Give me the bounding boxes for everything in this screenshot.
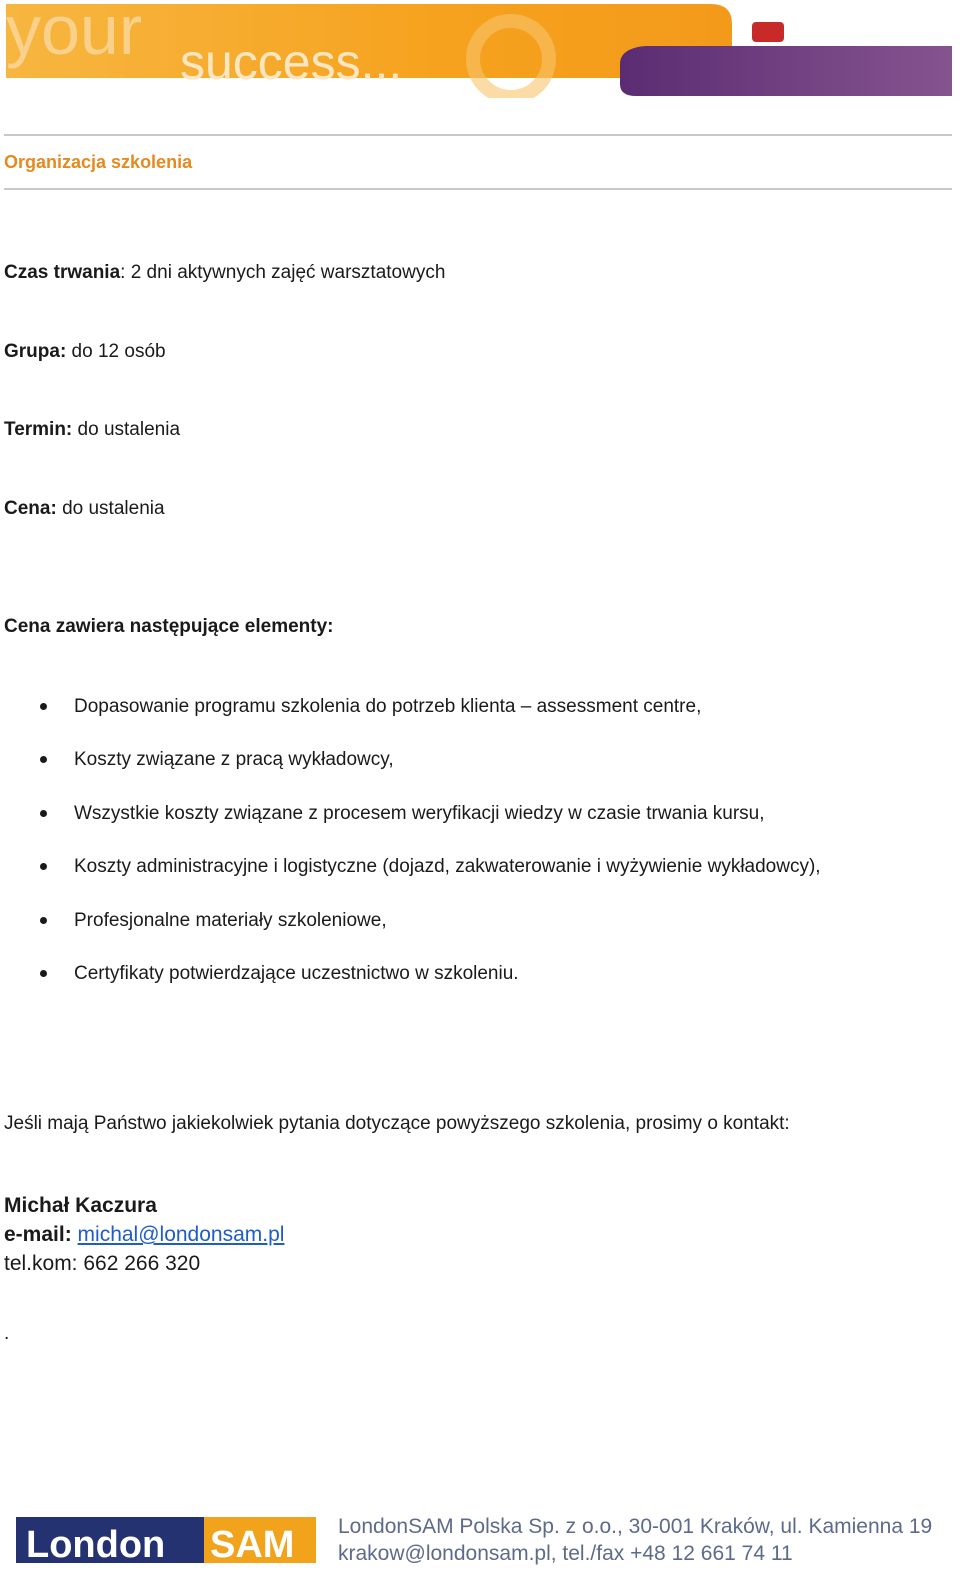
detail-value: do ustalenia [72, 419, 181, 440]
detail-label: Grupa: [4, 341, 67, 362]
contact-phone: tel.kom: 662 266 320 [4, 1252, 201, 1275]
email-label: e-mail: [4, 1223, 72, 1246]
banner-purple-band [620, 46, 952, 96]
footer-contact: krakow@londonsam.pl, tel./fax +48 12 661 74 11 [338, 1542, 793, 1565]
detail-price [4, 497, 165, 521]
contact-name: Michał Kaczura [4, 1194, 157, 1217]
banner-word-success: success... [180, 34, 403, 90]
list-item [74, 855, 821, 879]
title-divider [4, 188, 952, 190]
list-item-text: Certyfikaty potwierdzające uczestnictwo w szkoleniu. [74, 963, 519, 984]
email-link[interactable]: michal@londonsam.pl [77, 1223, 285, 1246]
bullet-icon [40, 863, 47, 870]
detail-term [4, 418, 180, 442]
detail-group [4, 340, 166, 364]
detail-label: Cena: [4, 498, 57, 519]
list-item-text: Wszystkie koszty związane z procesem weryfikacji wiedzy w czasie trwania kursu, [74, 803, 765, 824]
detail-label: Termin: [4, 419, 73, 440]
list-item-text: Dopasowanie programu szkolenia do potrzeb klienta – assessment centre, [74, 696, 702, 717]
bullet-icon [40, 917, 47, 924]
section-title: Organizacja szkolenia [4, 152, 193, 172]
detail-value: : 2 dni aktywnych zajęć warsztatowych [120, 262, 446, 283]
detail-label: Czas trwania [4, 262, 121, 283]
list-item [74, 802, 765, 826]
londonsam-logo [14, 1514, 318, 1566]
banner-graphic [6, 4, 952, 98]
contact-email-line [4, 1222, 284, 1248]
bullet-icon [40, 810, 47, 817]
header-banner [6, 4, 952, 98]
detail-duration [4, 261, 445, 285]
list-item-text: Koszty związane z pracą wykładowcy, [74, 749, 394, 770]
footer-address: LondonSAM Polska Sp. z o.o., 30-001 Kraków, ul. Kamienna 19 [338, 1515, 933, 1538]
footer-logo [14, 1514, 318, 1566]
top-divider [4, 134, 952, 136]
list-item-text: Koszty administracyjne i logistyczne (dojazd, zakwaterowanie i wyżywienie wykładowcy), [74, 856, 821, 877]
banner-word-your: your [6, 4, 143, 69]
logo-text-sam: SAM [210, 1524, 295, 1566]
list-item [74, 909, 387, 933]
bullet-icon [40, 703, 47, 710]
list-item [74, 748, 394, 772]
logo-text-london: London [26, 1524, 166, 1566]
list-item [74, 695, 701, 719]
detail-value: do ustalenia [56, 498, 165, 519]
list-item [74, 962, 519, 986]
banner-red-badge [752, 22, 784, 42]
includes-heading: Cena zawiera następujące elementy: [4, 616, 334, 637]
list-item-text: Profesjonalne materiały szkoleniowe, [74, 910, 387, 931]
detail-value: do 12 osób [66, 341, 166, 362]
contact-intro: Jeśli mają Państwo jakiekolwiek pytania dotyczące powyższego szkolenia, prosimy o kontakt: [4, 1113, 790, 1134]
bullet-icon [40, 756, 47, 763]
trailing-dot: . [4, 1323, 10, 1344]
bullet-icon [40, 970, 47, 977]
